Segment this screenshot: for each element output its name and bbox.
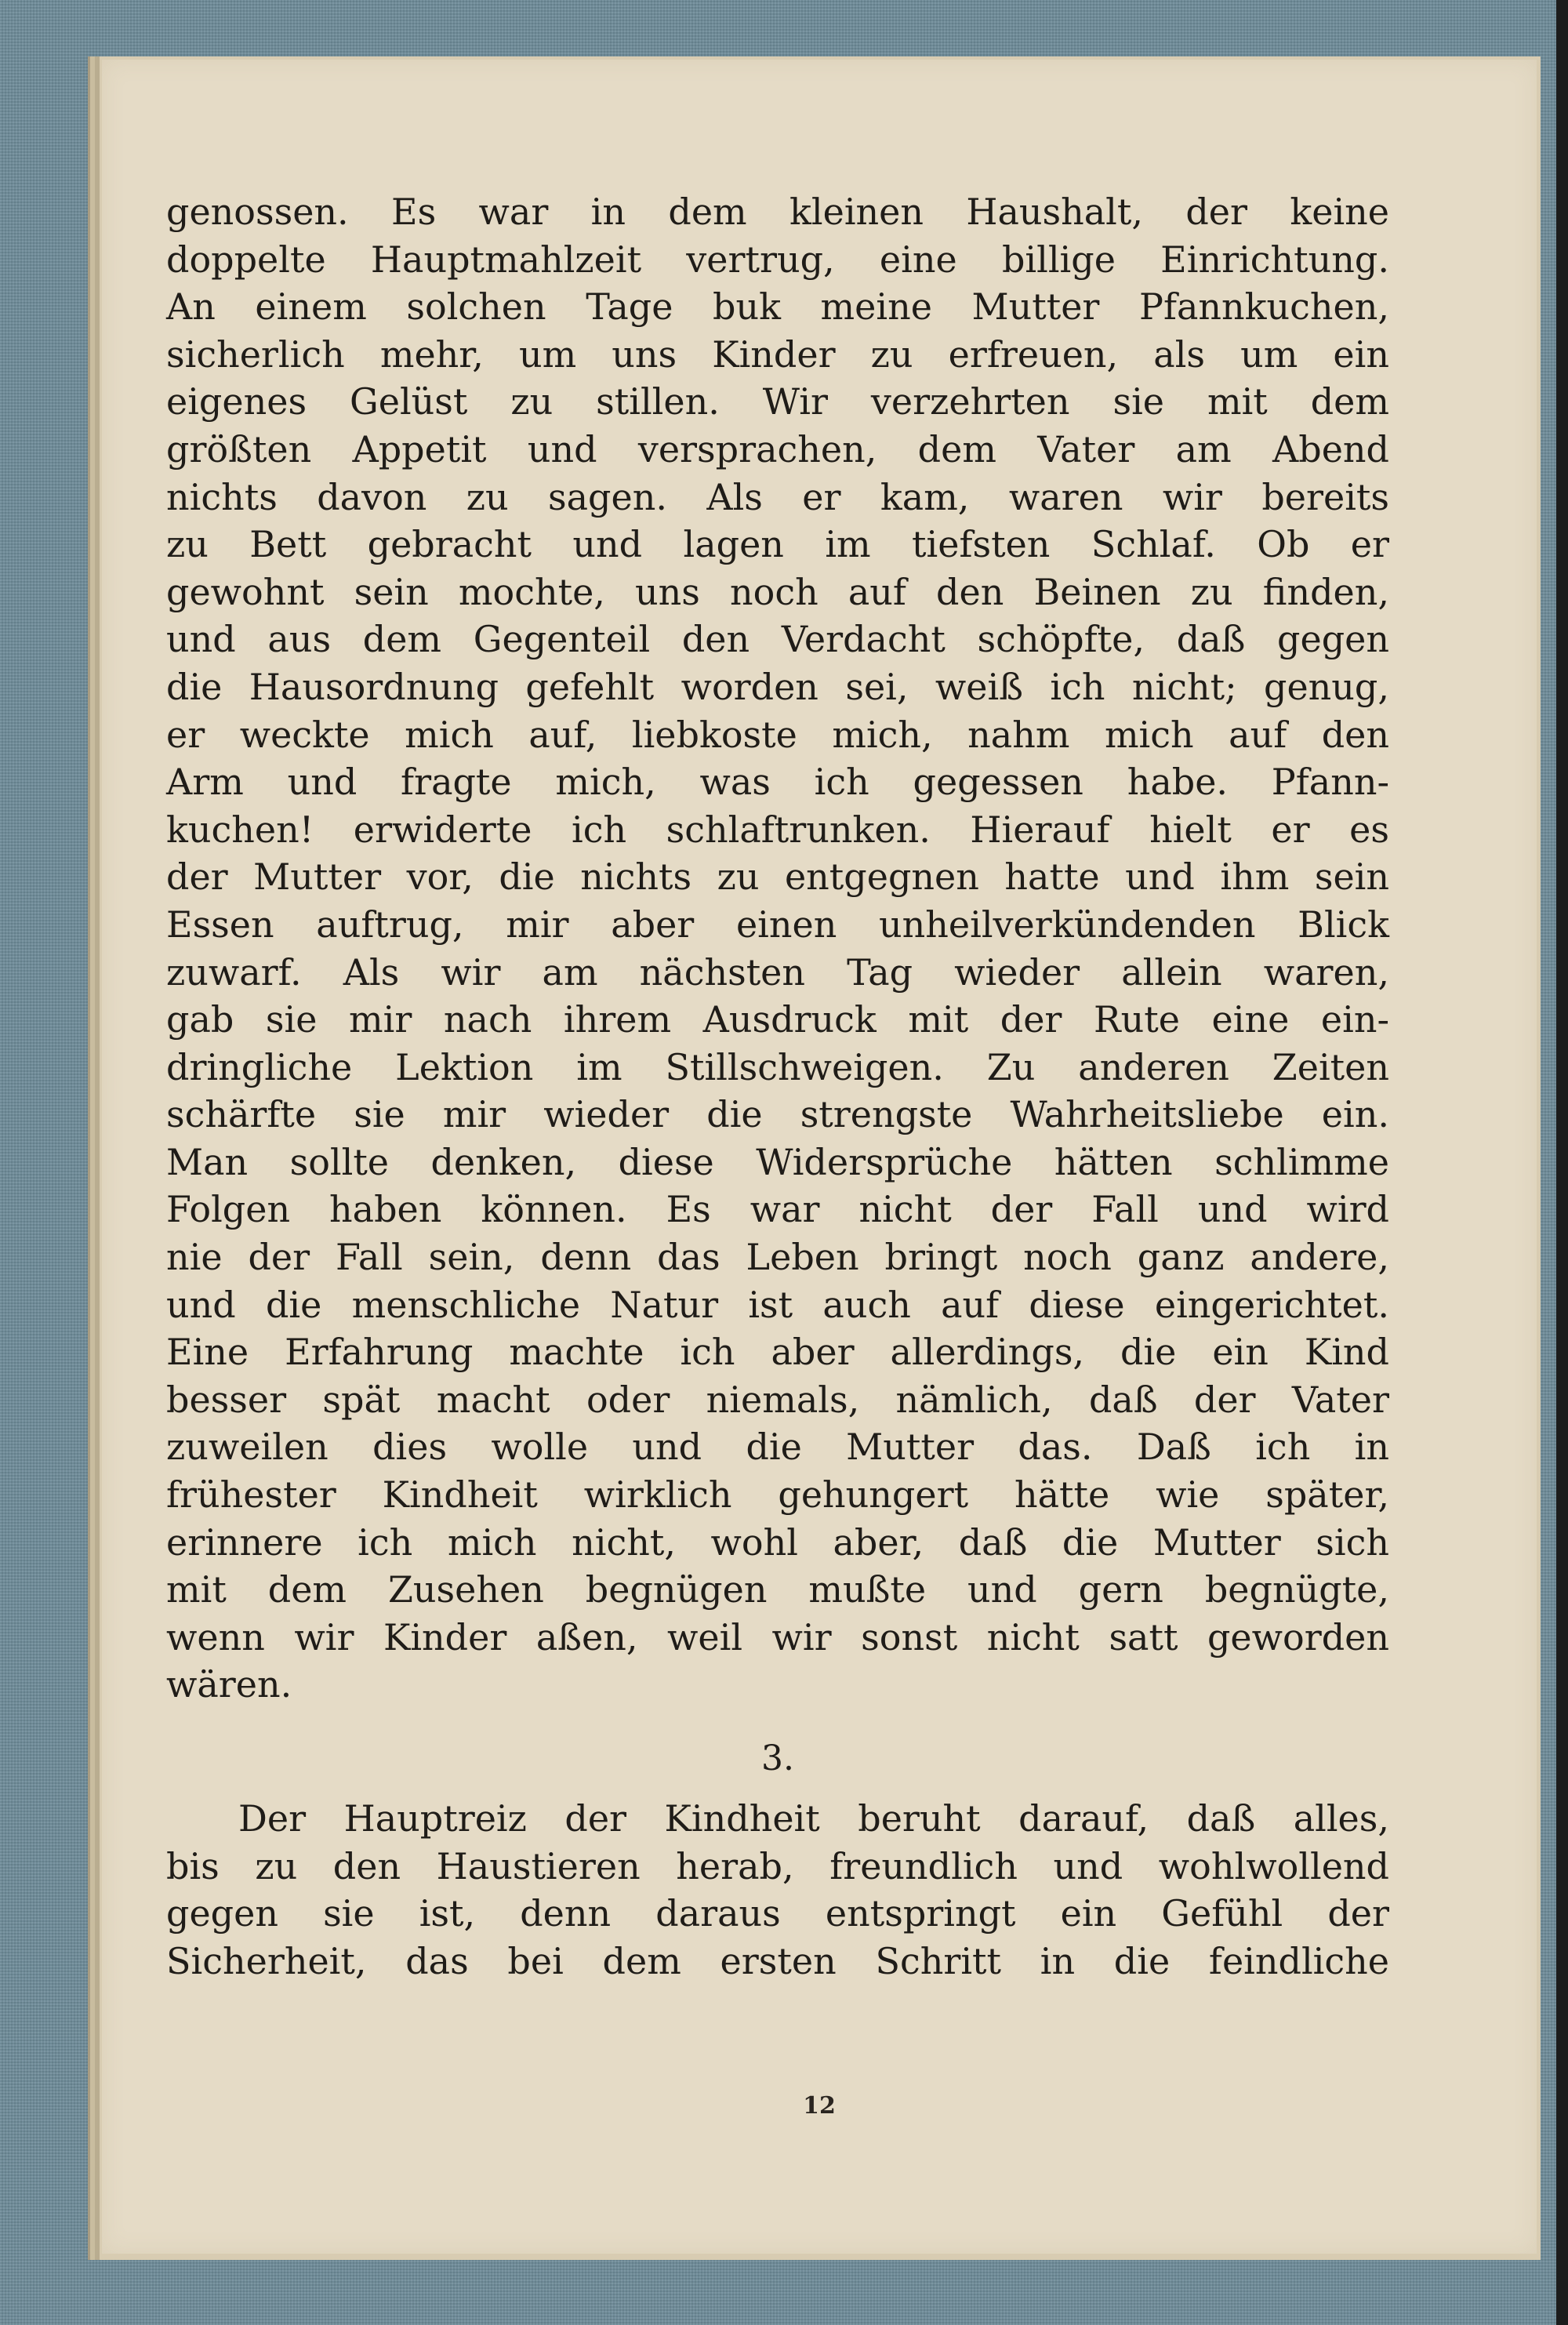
text-line: Sicherheit, das bei dem ersten Schritt in die feindliche (166, 1939, 1389, 1982)
text-line: und aus dem Gegenteil den Verdacht schöpfte, daß gegen (166, 618, 1389, 661)
text-line: gegen sie ist, denn daraus entspringt ein Gefühl der (166, 1892, 1389, 1935)
text-line: Man sollte denken, diese Widersprüche hätten schlimme (166, 1140, 1389, 1183)
text-line: Arm und fragte mich, was ich gegessen habe. Pfann- (166, 761, 1389, 804)
page-number: 12 (803, 2092, 836, 2120)
text-line: Der Hauptreiz der Kindheit beruht darauf, daß alles, (238, 1797, 1389, 1840)
text-line: wären. (166, 1663, 292, 1706)
text-line: und die menschliche Natur ist auch auf diese eingerichtet. (166, 1283, 1389, 1326)
text-line: erinnere ich mich nicht, wohl aber, daß die Mutter sich (166, 1520, 1389, 1564)
text-line: zuweilen dies wolle und die Mutter das. Daß ich in (166, 1426, 1389, 1469)
text-line: er weckte mich auf, liebkoste mich, nahm mich auf den (166, 713, 1389, 756)
text-line: mit dem Zusehen begnügen mußte und gern begnügte, (166, 1568, 1389, 1611)
paragraph-2 (166, 1795, 1389, 1985)
text-line: Folgen haben können. Es war nicht der Fall und wird (166, 1188, 1389, 1231)
text-line: gab sie mir nach ihrem Ausdruck mit der Rute eine ein- (166, 998, 1389, 1041)
text-line: An einem solchen Tage buk meine Mutter Pfannkuchen, (166, 285, 1389, 329)
text-line: wenn wir Kinder aßen, weil wir sonst nicht satt geworden (166, 1615, 1389, 1658)
text-line: bis zu den Haustieren herab, freundlich und wohlwollend (166, 1844, 1389, 1887)
text-line: sicherlich mehr, um uns Kinder zu erfreuen, als um ein (166, 332, 1389, 376)
text-body (166, 188, 1389, 1985)
text-line: gewohnt sein mochte, uns noch auf den Beinen zu finden, (166, 570, 1389, 613)
text-line: nichts davon zu sagen. Als er kam, waren wir bereits (166, 475, 1389, 518)
text-line: nie der Fall sein, denn das Leben bringt noch ganz andere, (166, 1236, 1389, 1279)
text-line: der Mutter vor, die nichts zu entgegnen hatte und ihm sein (166, 856, 1389, 899)
section-number: 3. (761, 1738, 794, 1778)
text-line: dringliche Lektion im Stillschweigen. Zu anderen Zeiten (166, 1045, 1389, 1088)
text-line: eigenes Gelüst zu stillen. Wir verzehrten sie mit dem (166, 380, 1389, 423)
text-line: kuchen! erwiderte ich schlaftrunken. Hierauf hielt er es (166, 808, 1389, 851)
paragraph-1 (166, 188, 1389, 1709)
text-line: größten Appetit und versprachen, dem Vater am Abend (166, 427, 1389, 470)
text-line: frühester Kindheit wirklich gehungert hätte wie später, (166, 1473, 1389, 1517)
text-line: zu Bett gebracht und lagen im tiefsten Schlaf. Ob er (166, 523, 1389, 566)
text-line: schärfte sie mir wieder die strengste Wahrheitsliebe ein. (166, 1093, 1389, 1136)
text-line: zuwarf. Als wir am nächsten Tag wieder allein waren, (166, 950, 1389, 994)
text-line: genossen. Es war in dem kleinen Haushalt, der keine (166, 191, 1389, 233)
text-line: doppelte Hauptmahlzeit vertrug, eine billige Einrichtung. (166, 238, 1389, 281)
text-line: Essen auftrug, mir aber einen unheilverkündenden Blick (166, 903, 1389, 946)
text-line: besser spät macht oder niemals, nämlich, daß der Vater (166, 1378, 1389, 1421)
text-line: Eine Erfahrung machte ich aber allerdings, die ein Kind (166, 1331, 1389, 1374)
text-line: die Hausordnung gefehlt worden sei, weiß ich nicht; genug, (166, 665, 1389, 708)
